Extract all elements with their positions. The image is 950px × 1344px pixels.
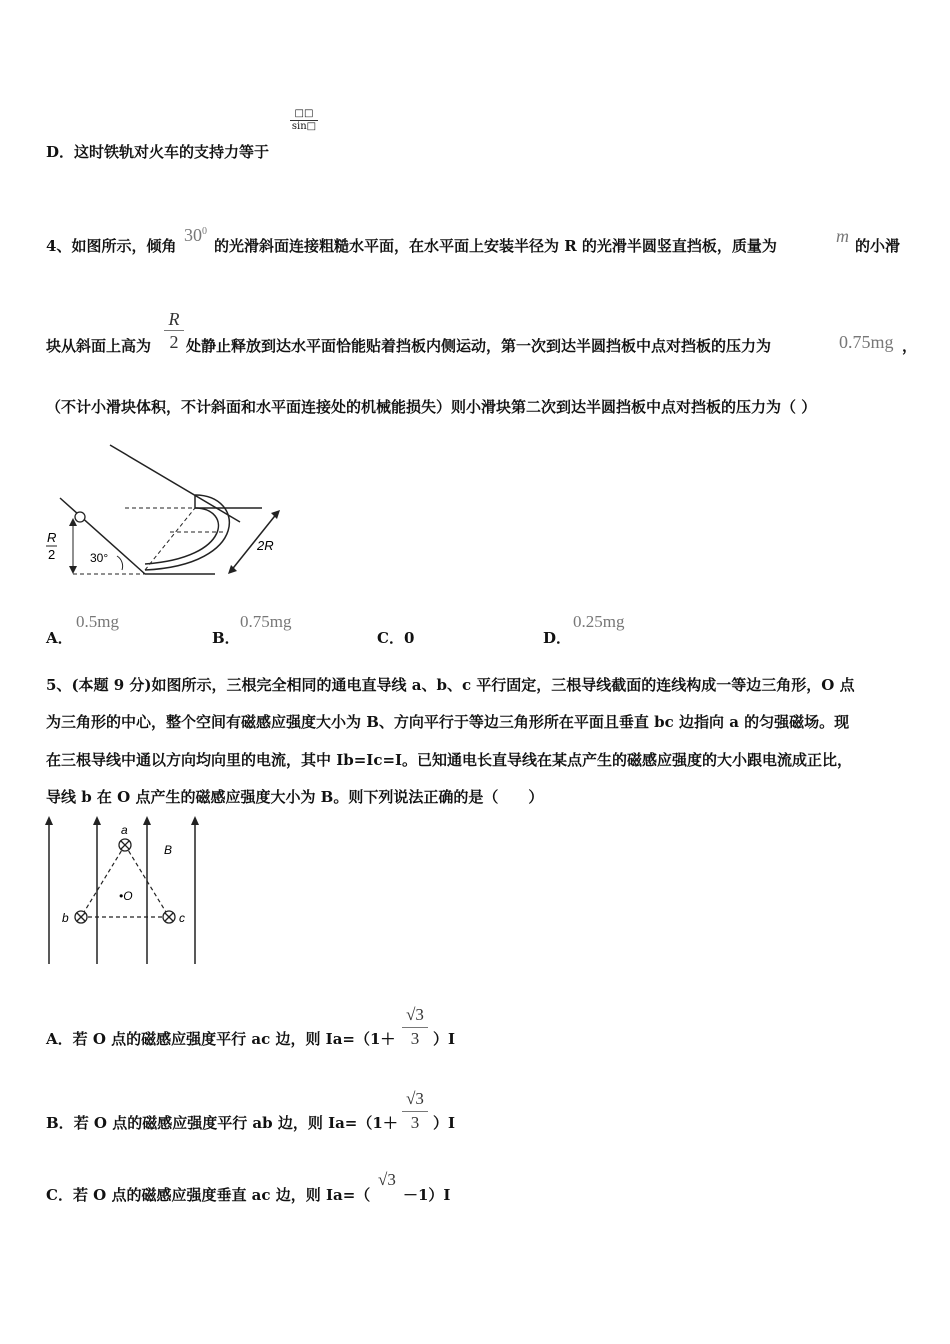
q5-option-b-label: B． xyxy=(46,1114,74,1132)
triangle-side-ab xyxy=(81,845,125,917)
fraction-denominator: sin□ xyxy=(291,121,317,132)
q4-2r-arrow-tail xyxy=(228,565,237,574)
q5-option-b xyxy=(46,1112,398,1133)
q5-option-a-text: 若 O 点的磁感应强度平行 ac 边，则 Ia=（1＋ xyxy=(72,1030,396,1048)
q4-upper-line xyxy=(110,445,240,522)
q5-option-c-label: C． xyxy=(46,1186,73,1204)
q3-option-d-text: 这时铁轨对火车的支持力等于 xyxy=(74,143,270,161)
wire-b xyxy=(75,911,87,923)
q4-option-d-label: D． xyxy=(543,629,572,647)
q4-angle-sup: 0 xyxy=(202,226,207,237)
fraction-numerator: □□ xyxy=(290,108,318,121)
field-arrow-3 xyxy=(143,816,151,825)
q3-option-d xyxy=(46,141,269,162)
wire-a xyxy=(119,839,131,851)
q4-number: 4、 xyxy=(46,237,72,255)
q4-label-r: R xyxy=(47,530,57,545)
field-arrow-1 xyxy=(45,816,53,825)
q4-line-1b: 的光滑斜面连接粗糙水平面，在水平面上安装半径为 R 的光滑半圆竖直挡板，质量为 xyxy=(214,237,777,255)
fraction-numerator: √3 xyxy=(402,1003,428,1028)
q4-option-b-label: B． xyxy=(212,629,240,647)
q4-semicircle-inner xyxy=(145,508,218,564)
q4-option-a-value: 0.5mg xyxy=(76,612,119,631)
q4-slider xyxy=(75,512,85,522)
q5-option-a-label: A． xyxy=(46,1030,73,1048)
q4-angle-arc xyxy=(117,556,123,570)
fraction-denominator: 3 xyxy=(410,1029,420,1048)
label-a: a xyxy=(121,823,128,837)
field-arrow-2 xyxy=(93,816,101,825)
q4-label-angle: 30° xyxy=(90,551,109,565)
fraction-denominator: 3 xyxy=(410,1113,420,1132)
q4-force: 0.75mg xyxy=(839,332,894,352)
q4-label-2: 2 xyxy=(48,547,56,562)
q4-line-2c: ， xyxy=(902,337,918,355)
q4-line-1 xyxy=(46,235,176,256)
label-o: •O xyxy=(119,889,133,903)
q5-number: 5、 xyxy=(46,676,72,694)
q4-line-2b: 处静止释放到达水平面恰能贴着挡板内侧运动，第一次到达半圆挡板中点对挡板的压力为 xyxy=(186,337,772,355)
q5-option-b-text: 若 O 点的磁感应强度平行 ab 边，则 Ia=（1＋ xyxy=(73,1114,398,1132)
q5-option-c-root: √3 xyxy=(378,1170,396,1189)
q5-figure xyxy=(40,812,210,972)
q5-option-a xyxy=(46,1028,395,1049)
q4-line-2a: 块从斜面上高为 xyxy=(46,337,152,355)
q4-line-1c: 的小滑 xyxy=(855,237,901,255)
q4-option-d-value: 0.25mg xyxy=(573,612,625,631)
label-field-b: B xyxy=(164,843,173,857)
q4-line-3: （不计小滑块体积，不计斜面和水平面连接处的机械能损失）则小滑块第二次到达半圆挡板中点对挡板的压力为（ ） xyxy=(46,398,817,416)
q4-angle-value: 30 xyxy=(184,225,202,245)
q5-option-a-fraction xyxy=(402,1003,428,1050)
q5-line-2: 为三角形的中心，整个空间有磁感应强度大小为 B、方向平行于等边三角形所在平面且垂直 bc 边指向 a 的匀强磁场。现 xyxy=(46,713,850,731)
q4-height-arrow-tail xyxy=(69,566,77,574)
fraction-numerator: √3 xyxy=(402,1087,428,1112)
q5-option-c-text: 若 O 点的磁感应强度垂直 ac 边，则 Ia=（ xyxy=(72,1186,371,1204)
q5-option-a-tail: ）I xyxy=(433,1030,456,1048)
q5-option-c-tail: －1）I xyxy=(403,1186,451,1204)
q5-line-1-text: 如图所示，三根完全相同的通电直导线 a、b、c 平行固定，三根导线截面的连线构成一等边三角形，O 点 xyxy=(151,676,855,694)
q4-option-a-label: A． xyxy=(46,629,73,647)
q4-label-2r: 2R xyxy=(257,538,274,553)
q4-2r-arrow-head xyxy=(271,510,280,519)
label-b: b xyxy=(62,911,69,925)
q4-height-fraction xyxy=(164,308,184,353)
fraction-numerator: R xyxy=(164,308,184,331)
q4-angle xyxy=(184,225,207,246)
wire-c xyxy=(163,911,175,923)
q3-option-d-label: D． xyxy=(46,143,75,161)
fraction-denominator: 2 xyxy=(169,332,179,352)
q3-option-d-fraction xyxy=(290,108,318,132)
q4-figure xyxy=(40,440,300,585)
q4-line-1a: 如图所示，倾角 xyxy=(71,237,177,255)
q4-option-c xyxy=(377,627,414,648)
q5-option-c xyxy=(46,1184,370,1205)
q5-line-3: 在三根导线中通以方向均向里的电流，其中 Ib=Ic=I。已知通电长直导线在某点产生的磁感应强度的大小跟电流成正比， xyxy=(46,751,853,769)
q5-option-b-tail: ）I xyxy=(433,1114,456,1132)
label-c: c xyxy=(179,911,185,925)
q5-line-4: 导线 b 在 O 点产生的磁感应强度大小为 B。则下列说法正确的是（ ） xyxy=(46,788,544,806)
q4-option-c-label: C． xyxy=(377,629,404,647)
q4-option-b-value: 0.75mg xyxy=(240,612,292,631)
q4-mass: m xyxy=(836,226,849,246)
q5-line-1 xyxy=(46,674,855,695)
q5-option-b-fraction xyxy=(402,1087,428,1134)
field-arrow-4 xyxy=(191,816,199,825)
q4-option-c-value: 0 xyxy=(403,629,415,647)
q5-header: (本题 9 分) xyxy=(71,676,152,694)
